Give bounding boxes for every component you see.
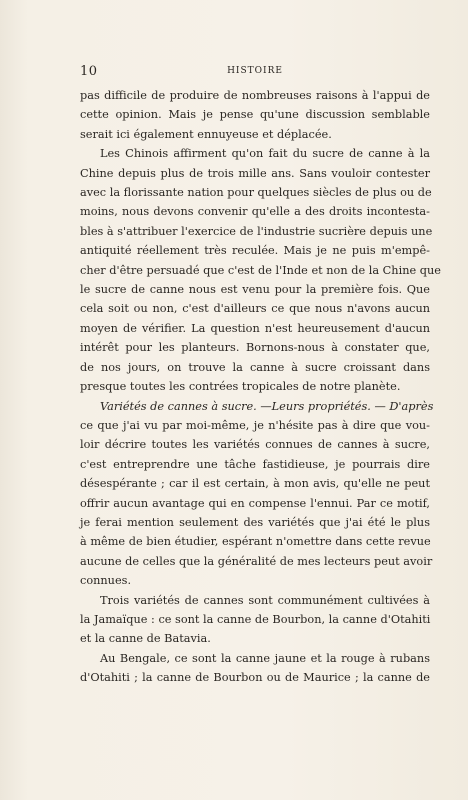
text-line: je ferai mention seulement des variétés que j'ai été le plus [80,515,430,529]
page-number: 10 [80,64,98,79]
text-line: d'Otahiti ; la canne de Bourbon ou de Maurice ; la canne de [80,671,430,685]
text-line: serait ici également ennuyeuse et déplacée. [80,127,332,141]
text-line: aucune de celles que la généralité de mes lecteurs peut avoir [80,554,433,568]
text-line: Chine depuis plus de trois mille ans. Sans vouloir contester [80,166,430,180]
text-line: de nos jours, on trouve la canne à sucre croissant dans [80,360,430,374]
text-line: Au Bengale, ce sont la canne jaune et la rouge à rubans [100,651,430,665]
text-line: pas difficile de produire de nombreuses raisons à l'appui de [80,89,430,102]
text-line: connues. [80,574,132,588]
body-text [80,86,441,688]
text-line: moyen de vérifier. La question n'est heureusement d'aucun [80,321,430,335]
text-line: c'est entreprendre une tâche fastidieuse, je pourrais dire [80,457,430,471]
text-line: le sucre de canne nous est venu pour la première fois. Que [80,283,430,297]
text-line: avec la florissante nation pour quelques siècles de plus ou de [80,186,432,200]
text-line: désespérante ; car il est certain, à mon avis, qu'elle ne peut [80,477,430,491]
text-line: loir décrire toutes les variétés connues de cannes à sucre, [80,438,430,452]
text-line: offrir aucun avantage qui en compense l'ennui. Par ce motif, [80,496,430,510]
text-line: intérêt pour les planteurs. Bornons-nous à constater que, [80,341,430,355]
text-line: presque toutes les contrées tropicales de notre planète. [80,380,401,394]
page-header [80,64,430,82]
text-line: moins, nous devons convenir qu'elle a des droits incontesta- [80,205,430,219]
text-line: la Jamaïque : ce sont la canne de Bourbon, la canne d'Otahiti [80,612,431,626]
text-line: cher d'être persuadé que c'est de l'Inde et non de la Chine que [80,263,441,277]
text-line: Les Chinois affirment qu'on fait du sucre de canne à la [100,147,430,161]
text-line: et la canne de Batavia. [80,632,211,646]
text-line: cette opinion. Mais je pense qu'une discussion semblable [80,108,430,122]
text-line: antiquité réellement très reculée. Mais je ne puis m'empê- [80,244,430,258]
text-line: ce que j'ai vu par moi-même, je n'hésite pas à dire que vou- [80,418,430,432]
text-line: bles à s'attribuer l'exercice de l'industrie sucrière depuis une [80,224,433,238]
text-line: Trois variétés de cannes sont communément cultivées à [100,593,430,607]
running-title: HISTOIRE [227,66,283,76]
text-line: à même de bien étudier, espérant n'omettre dans cette revue [80,535,431,549]
text-line: cela soit ou non, c'est d'ailleurs ce que nous n'avons aucun [80,302,430,316]
text-line: Variétés de cannes à sucre. —Leurs propriétés. — D'après [100,399,434,413]
